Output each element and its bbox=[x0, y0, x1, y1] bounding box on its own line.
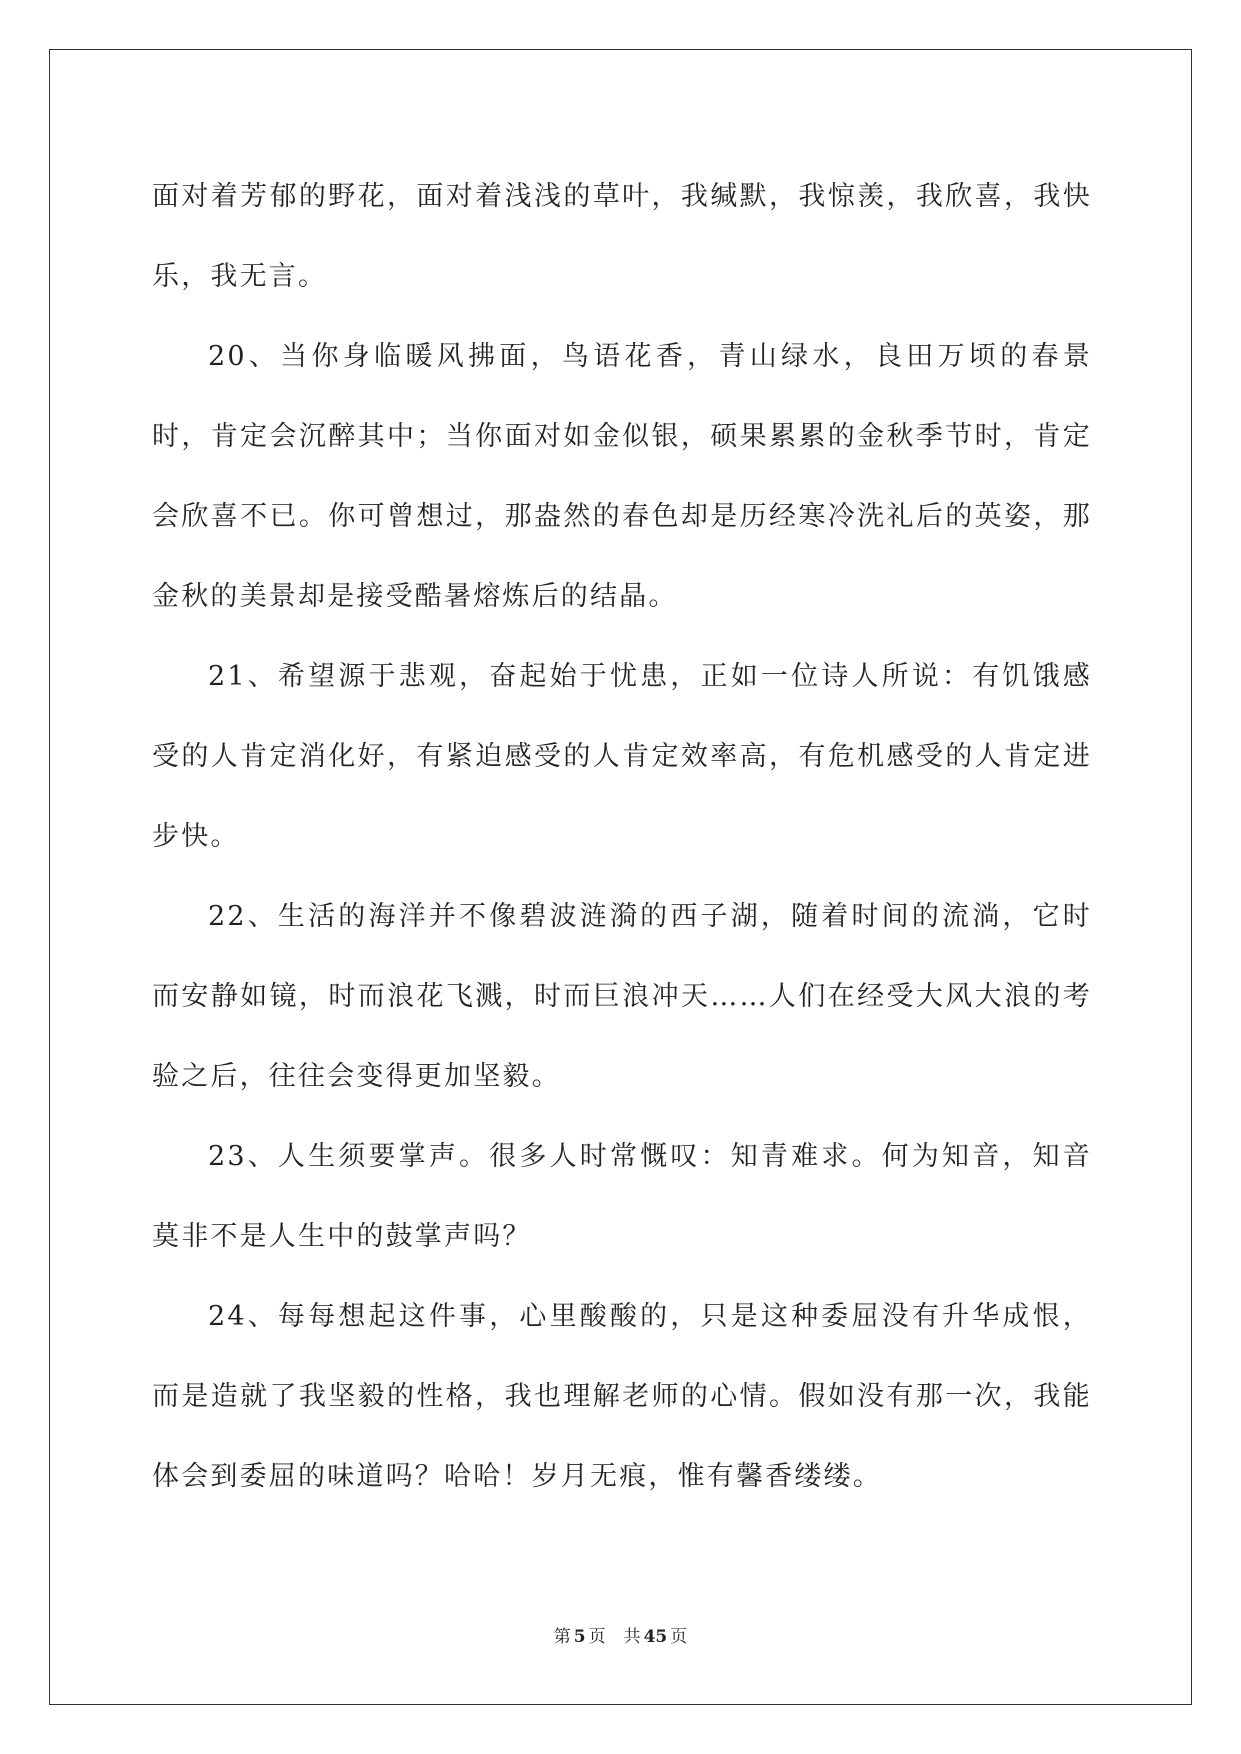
page-footer bbox=[0, 1622, 1241, 1647]
total-suffix: 页 bbox=[670, 1627, 688, 1647]
document-body bbox=[152, 165, 1092, 1517]
paragraph-24: 24、每每想起这件事，心里酸酸的，只是这种委屈没有升华成恨，而是造就了我坚毅的性格，我也理解老师的心情。假如没有那一次，我能体会到委屈的味道吗？哈哈！岁月无痕，惟有馨香缕缕。 bbox=[152, 1301, 1092, 1492]
page-prefix: 第 bbox=[553, 1627, 571, 1647]
paragraph-continuation: 面对着芳郁的野花，面对着浅浅的草叶，我缄默，我惊羡，我欣喜，我快乐，我无言。 bbox=[152, 181, 1092, 292]
total-pages: 45 bbox=[643, 1627, 668, 1647]
total-prefix: 共 bbox=[623, 1627, 641, 1647]
page-number: 5 bbox=[573, 1627, 586, 1647]
page-suffix: 页 bbox=[588, 1627, 606, 1647]
paragraph-20: 20、当你身临暖风拂面，鸟语花香，青山绿水，良田万顷的春景时，肯定会沉醉其中；当你面对如金似银，硕果累累的金秋季节时，肯定会欣喜不已。你可曾想过，那盎然的春色却是历经寒冷洗礼后的英姿，那金秋的美景却是接受酷暑熔炼后的结晶。 bbox=[152, 341, 1092, 612]
paragraph-22: 22、生活的海洋并不像碧波涟漪的西子湖，随着时间的流淌，它时而安静如镜，时而浪花飞溅，时而巨浪冲天……人们在经受大风大浪的考验之后，往往会变得更加坚毅。 bbox=[152, 901, 1092, 1092]
paragraph-21: 21、希望源于悲观，奋起始于忧患，正如一位诗人所说：有饥饿感受的人肯定消化好，有紧迫感受的人肯定效率高，有危机感受的人肯定进步快。 bbox=[152, 661, 1092, 852]
paragraph-23: 23、人生须要掌声。很多人时常慨叹：知青难求。何为知音，知音莫非不是人生中的鼓掌声吗？ bbox=[152, 1141, 1092, 1252]
